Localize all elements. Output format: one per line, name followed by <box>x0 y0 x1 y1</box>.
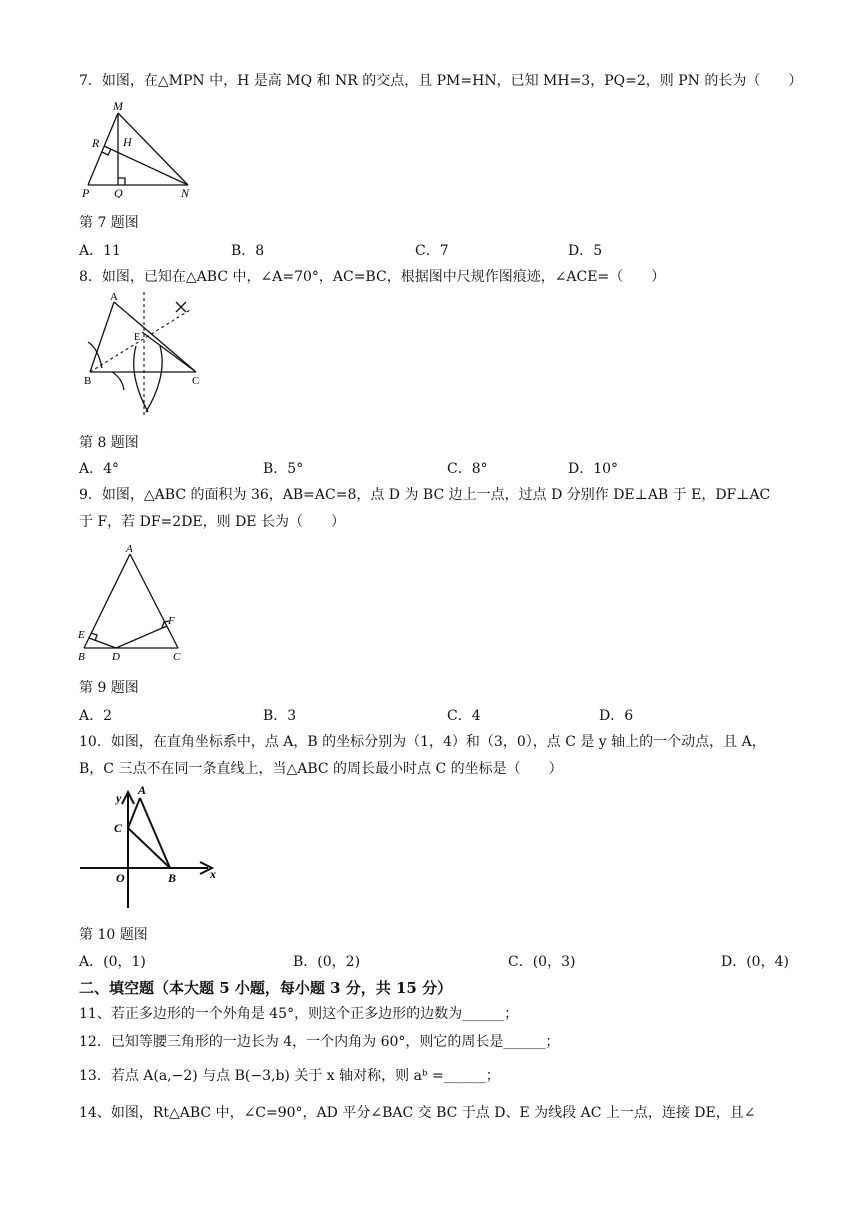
label-D: D <box>112 651 120 663</box>
option-a[interactable]: A．(0，1) <box>79 954 146 970</box>
label-B: B <box>78 651 85 663</box>
option-a[interactable]: A．2 <box>79 708 113 724</box>
option-b[interactable]: B．(0，2) <box>293 954 361 970</box>
section-2-heading: 二、填空题（本大题 5 小题，每小题 3 分，共 15 分） <box>79 979 453 997</box>
question-7-figure <box>78 98 208 198</box>
question-14-text: 14、如图，Rt△ABC 中，∠C=90°，AD 平分∠BAC 交 BC 于点 D、E 为线段 AC 上一点，连接 DE，且∠ <box>79 1105 756 1121</box>
label-N: N <box>181 186 190 198</box>
label-O: O <box>116 871 125 885</box>
label-F: F <box>168 615 175 627</box>
label-y: y <box>116 791 122 805</box>
label-B: B <box>168 871 177 885</box>
label-Q: Q <box>114 186 123 198</box>
question-11-text: 11、若正多边形的一个外角是 45°，则这个正多边形的边数为______； <box>79 1006 519 1022</box>
option-d[interactable]: D．10° <box>568 461 619 477</box>
question-10-options <box>79 951 799 969</box>
option-d[interactable]: D．6 <box>599 708 634 724</box>
label-C: C <box>114 821 123 835</box>
label-A: A <box>110 291 118 303</box>
option-b[interactable]: B．5° <box>263 461 304 477</box>
question-9-figure <box>76 540 196 668</box>
question-8-caption: 第 8 题图 <box>79 435 139 451</box>
option-d[interactable]: D．(0，4) <box>721 954 789 970</box>
question-9-text-line-2: 于 F，若 DF=2DE，则 DE 长为（ ） <box>79 514 345 530</box>
label-C: C <box>192 375 200 387</box>
question-7-options <box>79 240 799 258</box>
option-c[interactable]: C．8° <box>447 461 488 477</box>
question-10-caption: 第 10 题图 <box>79 927 148 943</box>
label-H: H <box>123 135 132 149</box>
label-A: A <box>126 543 133 555</box>
option-d[interactable]: D．5 <box>568 243 603 259</box>
question-13-text: 13．若点 A(a,−2) 与点 B(−3,b) 关于 x 轴对称，则 aᵇ =______； <box>79 1068 500 1084</box>
question-9-options <box>79 705 799 723</box>
question-7-text: 7．如图，在△MPN 中，H 是高 MQ 和 NR 的交点，且 PM=HN，已知 MH=3，PQ=2，则 PN 的长为（ ） <box>79 73 803 89</box>
question-10-text-line-2: B，C 三点不在同一条直线上，当△ABC 的周长最小时点 C 的坐标是（ ） <box>79 761 563 777</box>
label-P: P <box>82 186 90 198</box>
label-C: C <box>173 651 181 663</box>
option-a[interactable]: A．11 <box>79 243 121 259</box>
question-10-text-line-1: 10．如图，在直角坐标系中，点 A，B 的坐标分别为（1，4）和（3，0），点 C 是 y 轴上的一个动点，且 A， <box>79 734 766 750</box>
label-B: B <box>84 375 92 387</box>
question-7-caption: 第 7 题图 <box>79 215 139 231</box>
label-A: A <box>138 783 147 797</box>
question-9-text-line-1: 9．如图，△ABC 的面积为 36，AB=AC=8，点 D 为 BC 边上一点，过点 D 分别作 DE⊥AB 于 E，DF⊥AC <box>79 487 771 503</box>
label-E: E <box>78 629 85 641</box>
option-b[interactable]: B．3 <box>263 708 297 724</box>
option-c[interactable]: C．4 <box>447 708 481 724</box>
option-b[interactable]: B．8 <box>231 243 265 259</box>
option-a[interactable]: A．4° <box>79 461 120 477</box>
label-R: R <box>92 136 100 150</box>
option-c[interactable]: C．7 <box>415 243 449 259</box>
label-x: x <box>210 867 216 881</box>
label-E: E <box>134 332 141 343</box>
question-8-figure <box>78 290 208 418</box>
question-8-options <box>79 458 799 476</box>
question-12-text: 12．已知等腰三角形的一边长为 4，一个内角为 60°，则它的周长是______； <box>79 1034 560 1050</box>
question-8-text: 8．如图，已知在△ABC 中，∠A=70°，AC=BC，根据图中尺规作图痕迹，∠ACE=（ ） <box>79 269 666 285</box>
option-c[interactable]: C．(0，3) <box>508 954 576 970</box>
label-M: M <box>113 99 123 113</box>
question-9-caption: 第 9 题图 <box>79 680 139 696</box>
question-10-figure <box>76 782 222 912</box>
